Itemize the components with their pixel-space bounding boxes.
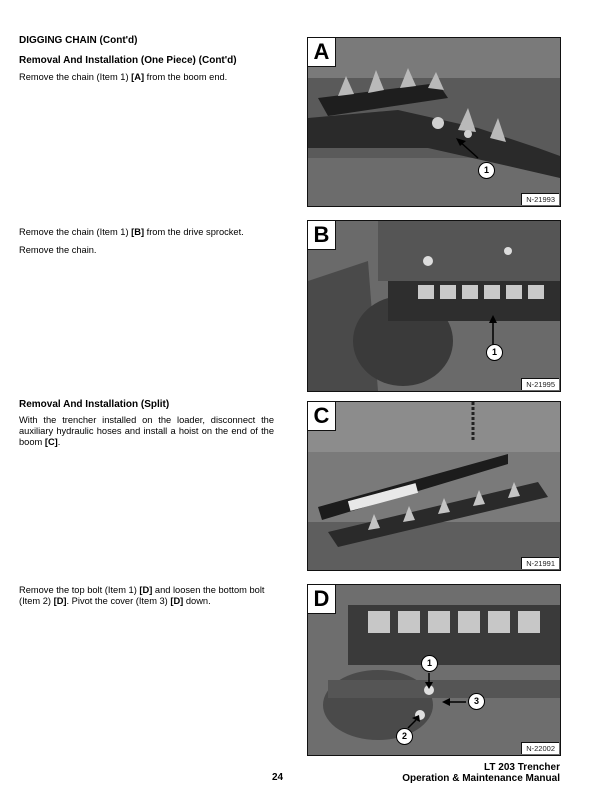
figure-b-label: B bbox=[308, 221, 336, 250]
figure-d-photo bbox=[307, 584, 561, 756]
figure-a-code: N-21993 bbox=[521, 193, 559, 205]
figure-d-label: D bbox=[308, 585, 336, 614]
manual-title-line-1: LT 203 Trencher bbox=[484, 762, 560, 773]
instruction-c: With the trencher installed on the loader, disconnect the auxiliary hydraulic hoses and install a hoist on the end of the boom [C]. bbox=[19, 415, 274, 447]
figure-a-label: A bbox=[308, 38, 336, 67]
instruction-b2: Remove the chain. bbox=[19, 245, 97, 255]
figure-d-callout-1: 1 bbox=[421, 655, 438, 672]
manual-title-line-2: Operation & Maintenance Manual bbox=[402, 773, 560, 784]
instruction-d: Remove the top bolt (Item 1) [D] and loosen the bottom bolt (Item 2) [D]. Pivot the cover (Item 3) [D] down. bbox=[19, 585, 265, 606]
figure-c-photo bbox=[307, 401, 561, 571]
figure-d-callout-3: 3 bbox=[468, 693, 485, 710]
trencher-hoist-illustration bbox=[308, 402, 560, 570]
figure-b-code: N-21995 bbox=[521, 378, 559, 390]
figure-a-photo bbox=[307, 37, 561, 207]
figure-d-code: N-22002 bbox=[521, 742, 559, 754]
chain-boom-end-illustration bbox=[308, 38, 560, 206]
instruction-a: Remove the chain (Item 1) [A] from the boom end. bbox=[19, 72, 228, 82]
chain-drive-sprocket-illustration bbox=[308, 221, 560, 391]
section-title: DIGGING CHAIN (Cont'd) bbox=[19, 35, 138, 46]
figure-a-callout-1: 1 bbox=[478, 162, 495, 179]
subheading-split: Removal And Installation (Split) bbox=[19, 399, 170, 410]
figure-b-photo bbox=[307, 220, 561, 392]
figure-c-code: N-21991 bbox=[521, 557, 559, 569]
manual-title bbox=[330, 762, 560, 784]
figure-b-callout-1: 1 bbox=[486, 344, 503, 361]
subheading-one-piece: Removal And Installation (One Piece) (Cont'd) bbox=[19, 55, 237, 66]
instruction-b1: Remove the chain (Item 1) [B] from the drive sprocket. bbox=[19, 227, 244, 237]
figure-c-label: C bbox=[308, 402, 336, 431]
page-number: 24 bbox=[272, 772, 284, 783]
figure-d-callout-2: 2 bbox=[396, 728, 413, 745]
